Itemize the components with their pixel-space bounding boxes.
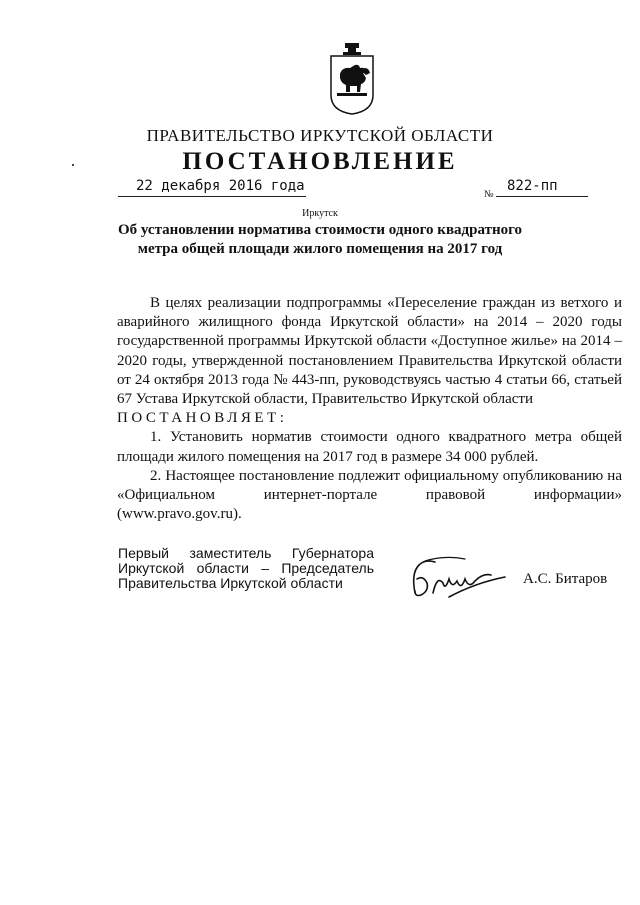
organization-name: ПРАВИТЕЛЬСТВО ИРКУТСКОЙ ОБЛАСТИ xyxy=(146,126,494,145)
item-2-link: (www.pravo.gov.ru). xyxy=(117,506,242,523)
item-1-paragraph: 1. Установить норматив стоимости одного квадратного метра общей площади жилого помещения на 2017 год в размере 34 000 рублей. xyxy=(117,429,622,465)
document-date: 22 декабря 2016 года xyxy=(136,178,305,194)
resolves-heading: ПОСТАНОВЛЯЕТ: xyxy=(117,410,288,427)
document-body xyxy=(117,294,622,524)
document-number: 822-пп xyxy=(507,178,558,194)
preamble-paragraph: В целях реализации подпрограммы «Переселение граждан из ветхого и аварийного жилищного фонда Иркутской области» на 2014 – 2020 годы государственной программы Иркутской области «Доступное жилье» на 2014 – 2020 годы, утвержденной постановлением Правительства Иркутской области от 24 октября 2013 года № 443-пп, руководствуясь частью 4 статьи 66, статьей 67 Устава Иркутской области, Правительство Иркутской области xyxy=(117,295,622,408)
signer-position-line-1: Первый заместитель Губернатора xyxy=(118,545,374,561)
document-title: Об установлении норматива стоимости одного квадратного метра общей площади жилого помещения на 2017 год xyxy=(117,222,523,257)
coat-of-arms-icon xyxy=(328,43,376,115)
signer-position-line-2: Иркутской области – Председатель xyxy=(118,560,374,576)
item-2-paragraph: 2. Настоящее постановление подлежит официальному опубликованию на «Официальном интернет-портале правовой информации» xyxy=(117,467,622,504)
signer-name: А.С. Битаров xyxy=(523,571,608,587)
document-type-title: ПОСТАНОВЛЕНИЕ xyxy=(182,148,458,175)
signer-position-line-3: Правительства Иркутской области xyxy=(118,575,343,591)
number-underline xyxy=(496,196,588,197)
city-name: Иркутск xyxy=(302,208,338,219)
handwritten-signature-icon xyxy=(405,553,509,605)
date-underline xyxy=(118,196,306,197)
number-label: № xyxy=(484,189,494,200)
signer-position xyxy=(118,546,374,591)
